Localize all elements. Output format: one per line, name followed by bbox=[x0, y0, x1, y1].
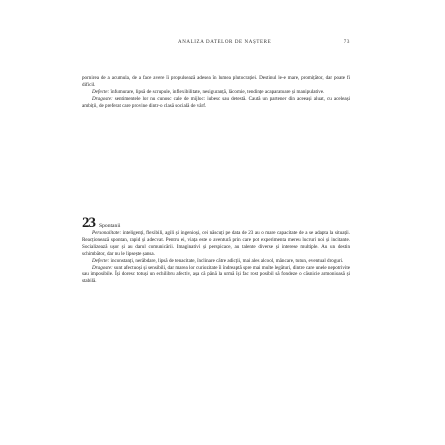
love-text: sentimentele lor nu cunosc cale de mijloc: iubesc sau detestă. Caută un partener din aceeași aluat, cu aceleași ambiții, de preferat care provine dintr-o clasă socială de vârf. bbox=[82, 95, 350, 109]
personality-label: Personalitate: bbox=[92, 230, 122, 236]
defects-label: Defecte: bbox=[92, 88, 110, 95]
defects-label: Defecte: bbox=[92, 257, 110, 264]
paragraph-love bbox=[82, 96, 350, 110]
defects-text: înfumurare, lipsă de scrupule, inflexibilitate, nesiguranță, lăcomie, tendințe acaparatoare și manipulative. bbox=[109, 88, 325, 95]
love-text: sunt afectuoși și sensibili, dar marea lor curiozitate îi îndreaptă spre mai multe legături, dintre care unele nepotrivite sau imposibile. Își doresc totuși un echilibru afectiv, așa că până la urmă își fac rost posibil să fondeze o căsnicie armonioasă și stabilă. bbox=[82, 264, 350, 285]
section-number: 23 bbox=[82, 215, 95, 231]
paragraph-defects bbox=[82, 258, 350, 265]
section-heading bbox=[82, 216, 120, 231]
text-block-bottom bbox=[82, 230, 350, 285]
love-label: Dragoste: bbox=[92, 95, 113, 102]
defects-text: inconstanți, nerăbdare, lipsă de tenacitate, înclinare către adicții, mai ales alcool, mâncare, tutun, eventual droguri. bbox=[109, 257, 344, 264]
section-title: Spontanii bbox=[99, 223, 121, 229]
paragraph-text: pornirea de a acumula, de a face avere îi propulsează adesea în lumea plutocrației. Destinul le-e mare, promițător, dar poate fi dificil. bbox=[82, 75, 350, 88]
paragraph bbox=[82, 75, 350, 89]
personality-text: inteligenți, flexibili, agili și ingenioși, cei născuți pe data de 23 au o mare capacitate de a se adapta la situații. Reacționează spontan, rapid și adecvat. Pentru ei, viața este o aventură prin care pot experimenta mereu lucruri noi și incitante. Socializează ușor și au darul comunicării. Imaginativi și perspicace, au talente diverse și interese multiple. Au un destin schimbător, dar nu le lipsește șansa. bbox=[82, 230, 350, 257]
page-number: 73 bbox=[343, 40, 350, 45]
text-block-top bbox=[82, 75, 350, 110]
paragraph-love bbox=[82, 265, 350, 286]
love-label: Dragoste: bbox=[92, 264, 113, 271]
paragraph-personality bbox=[82, 230, 350, 258]
paragraph-defects bbox=[82, 89, 350, 96]
running-title: ANALIZA DATELOR DE NAȘTERE bbox=[178, 40, 272, 45]
